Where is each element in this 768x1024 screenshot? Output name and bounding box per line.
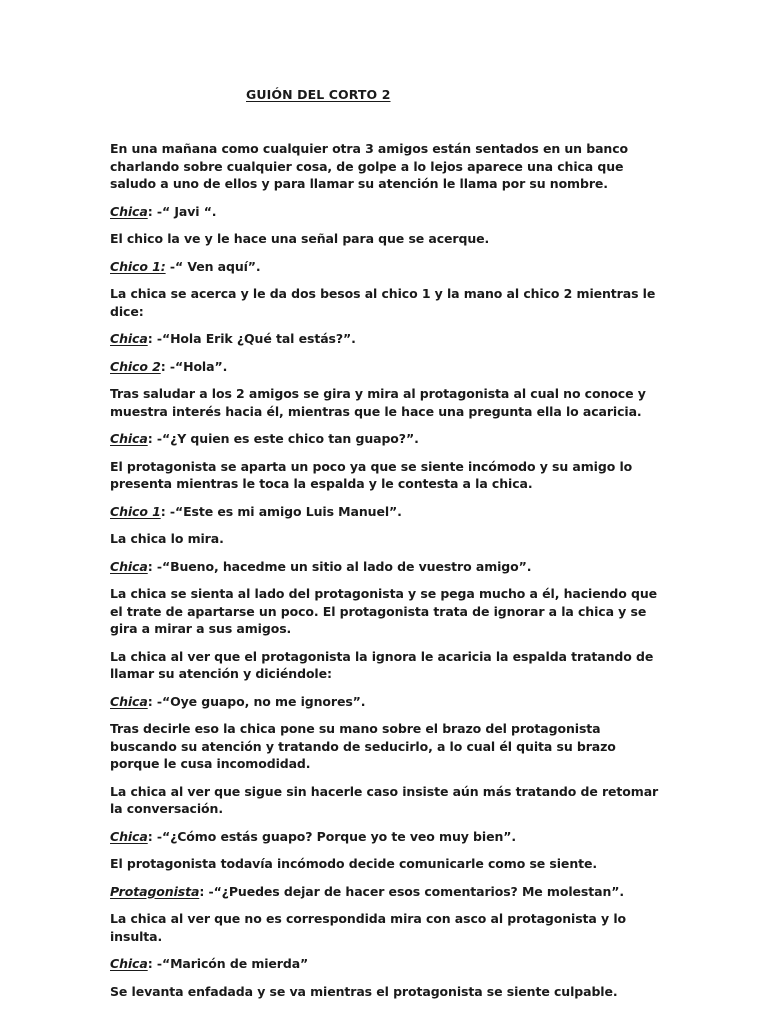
dialogue-text: “Oye guapo, no me ignores”.	[161, 693, 366, 709]
dialogue-text: “ Javi “.	[161, 203, 217, 219]
paragraph-text: La chica al ver que no es correspondida mira con asco al protagonista y lo insulta.	[110, 911, 626, 944]
speaker-separator: : -	[147, 956, 162, 971]
dialogue-line	[110, 358, 666, 376]
speaker-name: Chico 2	[110, 358, 161, 374]
speaker-separator: : -	[147, 558, 162, 574]
dialogue-text: “¿Puedes dejar de hacer esos comentarios? Me molestan”.	[213, 883, 625, 899]
speaker-separator: -	[165, 258, 175, 274]
speaker-name: Chica	[110, 203, 148, 219]
dialogue-line	[110, 955, 666, 973]
speaker-separator: : -	[147, 693, 162, 709]
dialogue-line	[110, 693, 666, 711]
speaker-separator: : -	[147, 331, 162, 346]
paragraph-text: Tras saludar a los 2 amigos se gira y mira al protagonista al cual no conoce y muestra interés hacia él, mientras que le hace una pregunta ella lo acaricia.	[110, 386, 646, 419]
paragraph-text: La chica se sienta al lado del protagonista y se pega mucho a él, haciendo que el trate de apartarse un poco. El protagonista trata de ignorar a la chica y se gira a mirar a sus amigos.	[110, 586, 658, 636]
speaker-name: Chica	[110, 431, 148, 446]
action-paragraph	[110, 648, 666, 683]
speaker-name: Chico 1	[110, 503, 161, 519]
paragraph-text: Tras decirle eso la chica pone su mano sobre el brazo del protagonista buscando su atención y tratando de seducirlo, a lo cual él quita su brazo porque le cusa incomodidad.	[110, 721, 616, 771]
speaker-name: Chico 1:	[110, 258, 166, 274]
action-paragraph	[110, 983, 666, 1001]
document-title: GUIÓN DEL CORTO 2	[246, 87, 391, 102]
dialogue-text: “ Ven aquí”.	[174, 258, 261, 274]
dialogue-line	[110, 430, 666, 448]
action-paragraph	[110, 140, 666, 193]
dialogue-text: “¿Y quien es este chico tan guapo?”.	[161, 431, 419, 446]
speaker-name: Chica	[110, 331, 148, 346]
speaker-separator: : -	[199, 883, 214, 899]
speaker-separator: : -	[147, 203, 162, 219]
speaker-name: Chica	[110, 828, 148, 844]
speaker-separator: : -	[147, 828, 162, 844]
dialogue-text: “Bueno, hacedme un sitio al lado de vuestro amigo”.	[161, 558, 532, 574]
action-paragraph	[110, 458, 666, 493]
speaker-name: Chica	[110, 558, 148, 574]
action-paragraph	[110, 230, 666, 248]
paragraph-text: El protagonista se aparta un poco ya que se siente incómodo y su amigo lo presenta mientras le toca la espalda y le contesta a la chica.	[110, 458, 633, 491]
dialogue-text: “Hola”.	[174, 358, 228, 374]
speaker-separator: : -	[160, 503, 175, 519]
action-paragraph	[110, 783, 666, 818]
dialogue-line	[110, 203, 666, 221]
dialogue-text: “Este es mi amigo Luis Manuel”.	[174, 503, 402, 519]
action-paragraph	[110, 530, 666, 548]
dialogue-line	[110, 883, 666, 901]
paragraph-text: En una mañana como cualquier otra 3 amigos están sentados en un banco charlando sobre cualquier cosa, de golpe a lo lejos aparece una chica que saludo a uno de ellos y para llamar su atención le llama por su nombre.	[110, 141, 628, 191]
dialogue-line	[110, 828, 666, 846]
action-paragraph	[110, 910, 666, 945]
action-paragraph	[110, 855, 666, 873]
paragraph-text: El protagonista todavía incómodo decide comunicarle como se siente.	[110, 856, 598, 871]
action-paragraph	[110, 385, 666, 420]
speaker-separator: : -	[160, 358, 175, 374]
paragraph-text: La chica se acerca y le da dos besos al chico 1 y la mano al chico 2 mientras le dice:	[110, 286, 656, 319]
speaker-separator: : -	[147, 431, 162, 446]
script-body	[110, 140, 666, 1010]
dialogue-text: “Maricón de mierda”	[161, 956, 309, 971]
paragraph-text: Se levanta enfadada y se va mientras el protagonista se siente culpable.	[110, 983, 618, 999]
action-paragraph	[110, 585, 666, 638]
dialogue-line	[110, 558, 666, 576]
speaker-name: Chica	[110, 693, 148, 709]
speaker-name: Chica	[110, 956, 148, 971]
paragraph-text: La chica al ver que sigue sin hacerle caso insiste aún más tratando de retomar la conversación.	[110, 783, 659, 816]
dialogue-line	[110, 503, 666, 521]
dialogue-line	[110, 330, 666, 348]
paragraph-text: La chica lo mira.	[110, 531, 224, 546]
action-paragraph	[110, 720, 666, 773]
dialogue-line	[110, 258, 666, 276]
speaker-name: Protagonista	[110, 883, 200, 899]
dialogue-text: “¿Cómo estás guapo? Porque yo te veo muy bien”.	[161, 828, 517, 844]
action-paragraph	[110, 285, 666, 320]
dialogue-text: “Hola Erik ¿Qué tal estás?”.	[161, 331, 356, 346]
paragraph-text: El chico la ve y le hace una señal para que se acerque.	[110, 231, 490, 246]
paragraph-text: La chica al ver que el protagonista la ignora le acaricia la espalda tratando de llamar su atención y diciéndole:	[110, 648, 654, 681]
